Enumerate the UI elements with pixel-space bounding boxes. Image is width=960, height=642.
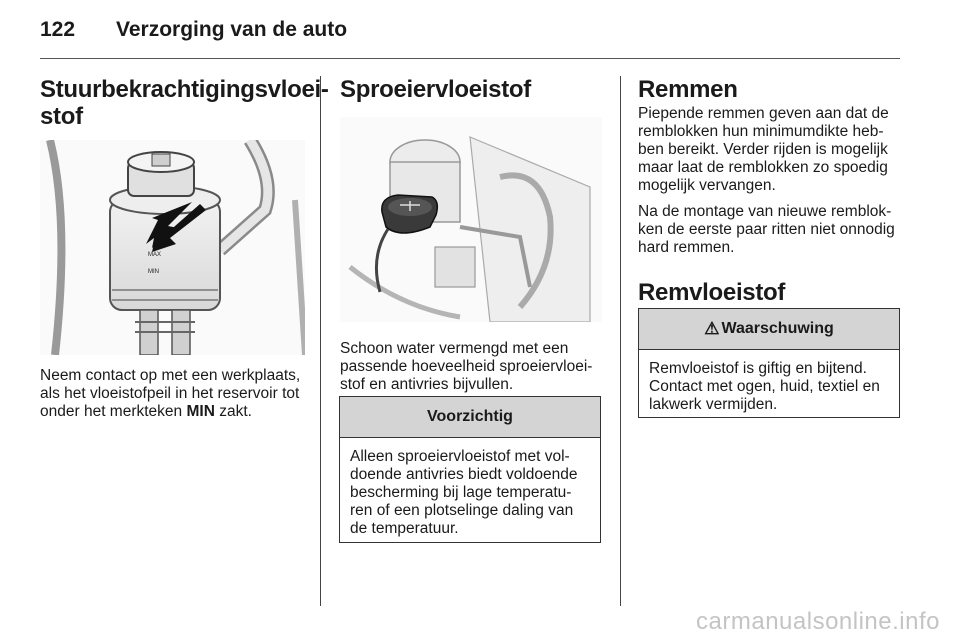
column-brakes	[638, 76, 904, 306]
heading-washer-fluid: Sproeiervloeistof	[340, 76, 531, 103]
header-divider	[40, 58, 900, 59]
washer-fluid-reservoir-illustration	[340, 117, 602, 322]
power-steering-reservoir-illustration	[40, 140, 305, 355]
power-steering-text-main: Neem contact op met een werkplaats, als het vloeistofpeil in het reservoir tot onder het merkteken	[40, 367, 301, 420]
page-number: 122	[40, 18, 76, 41]
warning-notice	[638, 308, 900, 418]
column-power-steering	[40, 76, 329, 421]
brakes-text-1: Piepende remmen geven aan dat de remblokken hun minimumdikte heb-ben bereikt. Verder rijden is mogelijk maar laat de remblokken zo spoedig mogelijk vervangen.	[638, 105, 889, 194]
warning-header	[639, 309, 899, 350]
power-steering-text-end: zakt.	[214, 403, 252, 420]
heading-power-steering-fluid	[40, 76, 329, 130]
caution-title: Voorzichtig	[340, 397, 600, 438]
warning-body: Remvloeistof is giftig en bijtend. Contact met ogen, huid, textiel en lakwerk vermijden.	[649, 360, 880, 413]
column-divider-1	[320, 76, 321, 606]
warning-triangle-icon: ⚠	[704, 319, 720, 338]
column-washer-fluid	[340, 76, 602, 394]
section-title: Verzorging van de auto	[116, 18, 348, 41]
heading-line-1: Stuurbekrachtigingsvloei-	[40, 76, 329, 103]
min-keyword: MIN	[186, 403, 215, 420]
power-steering-text	[40, 367, 305, 421]
washer-fluid-text: Schoon water vermengd met een passende hoeveelheid sproeiervloei-stof en antivries bijvullen.	[340, 340, 593, 393]
heading-brake-fluid: Remvloeistof	[638, 279, 786, 306]
watermark: carmanualsonline.info	[696, 608, 940, 635]
brakes-text-2: Na de montage van nieuwe remblok-ken de eerste paar ritten niet onnodig hard remmen.	[638, 203, 895, 256]
caution-body: Alleen sproeiervloeistof met vol-doende antivries biedt voldoende bescherming bij lage temperatu-ren of een plotselinge daling van de temperatuur.	[350, 448, 578, 537]
column-divider-2	[620, 76, 621, 606]
warning-title: Waarschuwing	[721, 320, 834, 337]
heading-brakes: Remmen	[638, 76, 738, 103]
min-mark: MIN	[148, 269, 159, 275]
caution-notice	[339, 396, 601, 543]
heading-line-2: stof	[40, 103, 83, 130]
max-mark: MAX	[148, 252, 162, 258]
